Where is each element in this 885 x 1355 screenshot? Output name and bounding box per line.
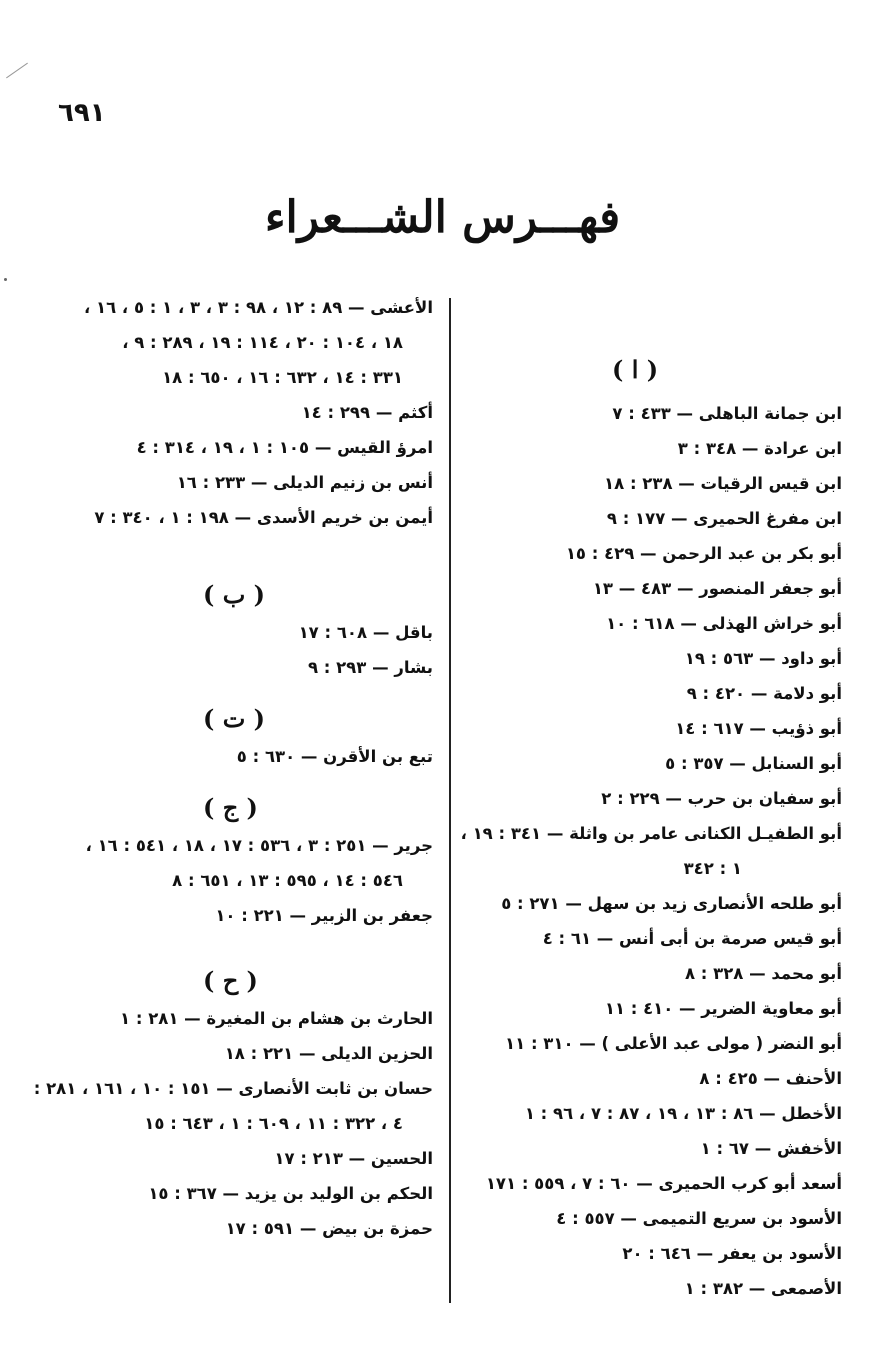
letter-heading-ba: ( ب ) [203, 580, 266, 609]
index-entry: تبع بن الأقرن — ٦٣٠ : ٥ [236, 747, 433, 766]
index-entry: أبو الطفيـل الكنانى عامر بن واثلة — ٣٤١ : ١٩ ، [460, 824, 842, 843]
index-entry: أبو طلحه الأنصارى زيد بن سهل — ٢٧١ : ٥ [501, 894, 842, 913]
index-entry: أبو دلامة — ٤٢٠ : ٩ [686, 684, 842, 703]
index-entry-continuation: ٤ ، ٣٢٢ : ١١ ، ٦٠٩ : ١ ، ٦٤٣ : ١٥ [144, 1114, 403, 1133]
index-entry: الحارث بن هشام بن المغيرة — ٢٨١ : ١ [120, 1009, 433, 1028]
index-entry: أبو محمد — ٣٢٨ : ٨ [684, 964, 842, 983]
left-column [28, 290, 433, 1246]
index-entry: أبو داود — ٥٦٣ : ١٩ [684, 649, 842, 668]
index-entry-continuation: ١٨ ، ١٠٤ : ٢٠ ، ١١٤ : ١٩ ، ٢٨٩ : ٩ ، [122, 333, 403, 352]
letter-heading-jim: ( ج ) [203, 793, 258, 822]
index-entry: باقل — ٦٠٨ : ١٧ [298, 623, 433, 642]
letter-heading-alif: ( ا ) [612, 355, 659, 384]
letter-heading-ta: ( ت ) [203, 704, 266, 733]
index-entry: الأصمعى — ٣٨٢ : ١ [684, 1279, 842, 1298]
index-entry: جعفر بن الزبير — ٢٢١ : ١٠ [215, 906, 433, 925]
index-entry: الأخطل — ٨٦ : ١٣ ، ١٩ ، ٨٧ : ٧ ، ٩٦ : ١ [524, 1104, 842, 1123]
index-entry: الحسين — ٢١٣ : ١٧ [274, 1149, 433, 1168]
index-entry: بشار — ٢٩٣ : ٩ [307, 658, 433, 677]
index-entry: أبو سفيان بن حرب — ٢٢٩ : ٢ [601, 789, 842, 808]
column-divider [449, 298, 451, 1303]
right-column [462, 350, 842, 1306]
index-entry: أبو النضر ( مولى عبد الأعلى ) — ٣١٠ : ١١ [505, 1034, 842, 1053]
index-entry-continuation: ١ : ٣٤٢ [683, 859, 742, 878]
page-title: فهـــرس الشـــعراء [264, 192, 621, 243]
index-entry: الأخفش — ٦٧ : ١ [700, 1139, 842, 1158]
index-entry: الحكم بن الوليد بن يزيد — ٣٦٧ : ١٥ [148, 1184, 433, 1203]
index-entry: الأسود بن يعفر — ٦٤٦ : ٢٠ [622, 1244, 842, 1263]
index-entry: ابن جمانة الباهلى — ٤٣٣ : ٧ [612, 404, 842, 423]
index-entry: ابن قيس الرقيات — ٢٣٨ : ١٨ [604, 474, 842, 493]
letter-heading-ha: ( ح ) [203, 966, 258, 995]
index-entry: حسان بن ثابت الأنصارى — ١٥١ : ١٠ ، ١٦١ ، ٢٨١ : [33, 1079, 433, 1098]
index-entry: أكثم — ٢٩٩ : ١٤ [301, 403, 433, 422]
index-entry: الأسود بن سريع التميمى — ٥٥٧ : ٤ [556, 1209, 842, 1228]
index-entry: جرير — ٢٥١ : ٣ ، ٥٣٦ : ١٧ ، ١٨ ، ٥٤١ : ١٦ ، [85, 836, 433, 855]
index-entry: امرؤ القيس — ١٠٥ : ١ ، ١٩ ، ٣١٤ : ٤ [136, 438, 433, 457]
index-entry: أبو السنابل — ٣٥٧ : ٥ [665, 754, 842, 773]
index-entry: أبو قيس صرمة بن أبى أنس — ٦١ : ٤ [542, 929, 842, 948]
index-entry: الأعشى — ٨٩ : ١٢ ، ٩٨ : ٣ ، ٣ ، ١ : ٥ ، ١٦ ، [84, 298, 433, 317]
index-entry: حمزة بن بيض — ٥٩١ : ١٧ [225, 1219, 433, 1238]
page-number: ٦٩١ [58, 98, 106, 128]
index-entry: أبو ذؤيب — ٦١٧ : ١٤ [675, 719, 842, 738]
index-entry: أبو جعفر المنصور — ٤٨٣ — ١٣ [592, 579, 842, 598]
index-entry: ابن عرادة — ٣٤٨ : ٣ [677, 439, 842, 458]
index-entry-continuation: ٥٤٦ : ١٤ ، ٥٩٥ : ١٣ ، ٦٥١ : ٨ [172, 871, 403, 890]
index-entry-continuation: ٣٣١ : ١٤ ، ٦٣٢ : ١٦ ، ٦٥٠ : ١٨ [162, 368, 403, 387]
index-entry: أبو معاوية الضرير — ٤١٠ : ١١ [604, 999, 842, 1018]
index-entry: ابن مفرغ الحميرى — ١٧٧ : ٩ [606, 509, 842, 528]
index-entry: أبو بكر بن عبد الرحمن — ٤٢٩ : ١٥ [565, 544, 842, 563]
index-entry: أنس بن زنيم الديلى — ٢٣٣ : ١٦ [176, 473, 433, 492]
index-entry: أسعد أبو كرب الحميرى — ٦٠ : ٧ ، ٥٥٩ : ١٧١ [485, 1174, 842, 1193]
index-entry: أبو خراش الهذلى — ٦١٨ : ١٠ [606, 614, 842, 633]
index-entry: الحزين الديلى — ٢٢١ : ١٨ [224, 1044, 433, 1063]
index-entry: أيمن بن خريم الأسدى — ١٩٨ : ١ ، ٣٤٠ : ٧ [94, 508, 433, 527]
index-entry: الأحنف — ٤٢٥ : ٨ [699, 1069, 842, 1088]
scan-dot [4, 278, 7, 281]
scan-mark [6, 63, 28, 79]
